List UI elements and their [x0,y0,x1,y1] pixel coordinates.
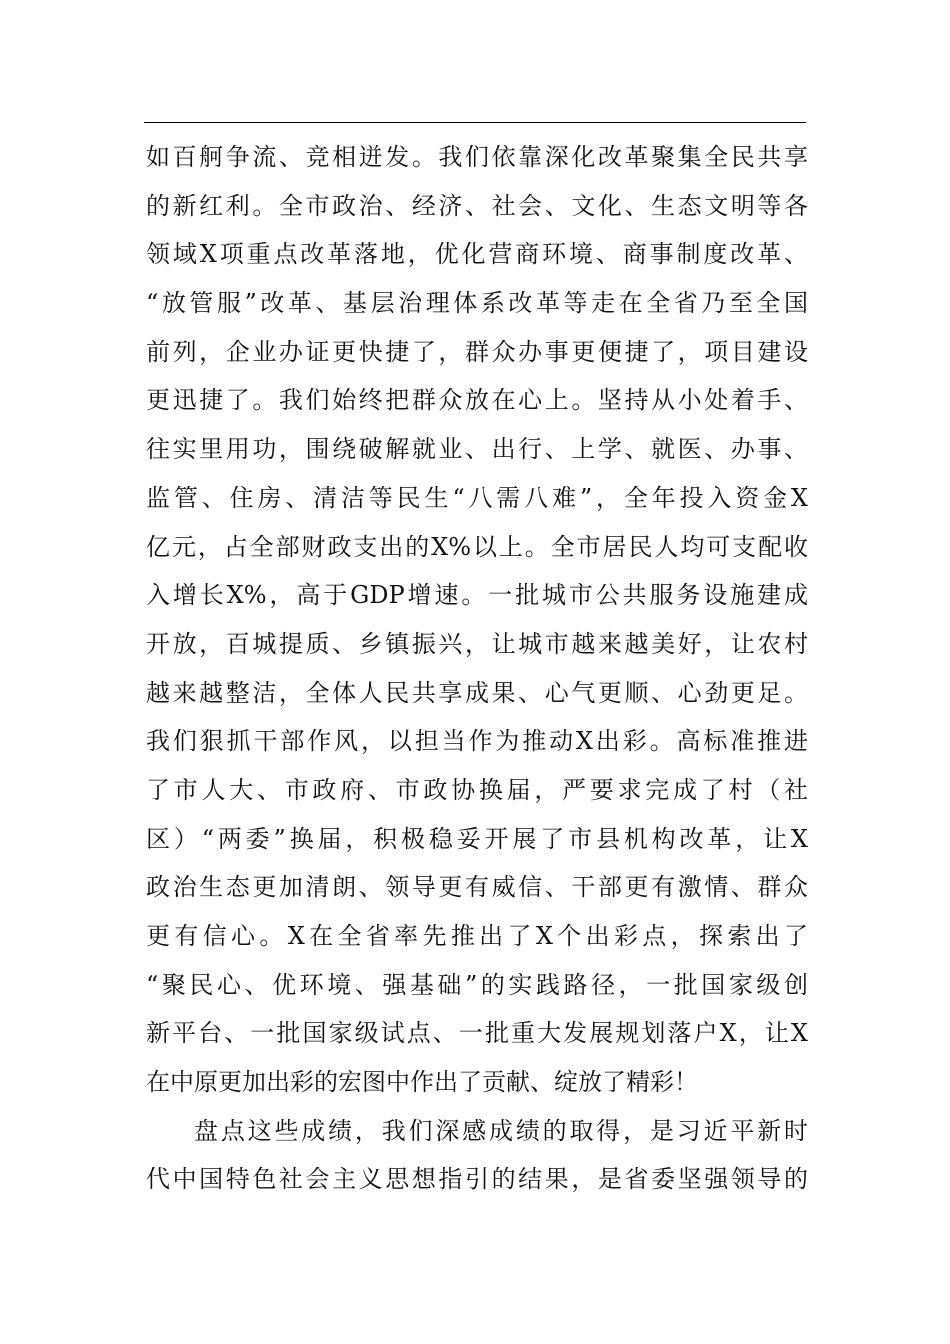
text-line: 我们狠抓干部作风，以担当作为推动X出彩。高标准推进 [146,727,808,756]
text-line: 代中国特色社会主义思想指引的结果，是省委坚强领导的 [146,1165,808,1194]
paragraph-end-line: 在中原更加出彩的宏图中作出了贡献、绽放了精彩！ [146,1068,698,1097]
text-line: 亿元，占全部财政支出的X%以上。全市居民人均可支配收 [146,532,808,561]
text-line: 越来越整洁，全体人民共享成果、心气更顺、心劲更足。 [146,678,808,707]
text-line: 领域X项重点改革落地，优化营商环境、商事制度改革、 [146,240,808,269]
text-line: 的新红利。全市政治、经济、社会、文化、生态文明等各 [146,191,808,220]
text-line: 往实里用功，围绕破解就业、出行、上学、就医、办事、 [146,435,808,464]
text-line: “放管服”改革、基层治理体系改革等走在全省乃至全国 [146,289,808,318]
text-line: 更迅捷了。我们始终把群众放在心上。坚持从小处着手、 [146,386,808,415]
text-line: “聚民心、优环境、强基础”的实践路径，一批国家级创 [146,970,808,999]
text-line: 前列，企业办证更快捷了，群众办事更便捷了，项目建设 [146,337,808,366]
text-line: 更有信心。X在全省率先推出了X个出彩点，探索出了 [146,922,808,950]
text-line: 政治生态更加清朗、领导更有威信、干部更有激情、群众 [146,873,808,902]
text-line: 入增长X%，高于GDP增速。一批城市公共服务设施建成 [146,581,808,610]
text-line: 如百舸争流、竞相迸发。我们依靠深化改革聚集全民共享 [146,143,808,171]
text-line: 开放，百城提质、乡镇振兴，让城市越来越美好，让农村 [146,629,808,658]
text-line: 监管、住房、清洁等民生“八需八难”，全年投入资金X [146,483,808,512]
text-line: 新平台、一批国家级试点、一批重大发展规划落户X，让X [146,1019,808,1048]
header-rule [144,122,806,123]
body-text [146,133,808,1204]
text-line: 了市人大、市政府、市政协换届，严要求完成了村（社 [146,775,808,804]
paragraph-start-line: 盘点这些成绩，我们深感成绩的取得，是习近平新时 [194,1116,808,1145]
text-line: 区）“两委”换届，积极稳妥开展了市县机构改革，让X [146,824,808,853]
